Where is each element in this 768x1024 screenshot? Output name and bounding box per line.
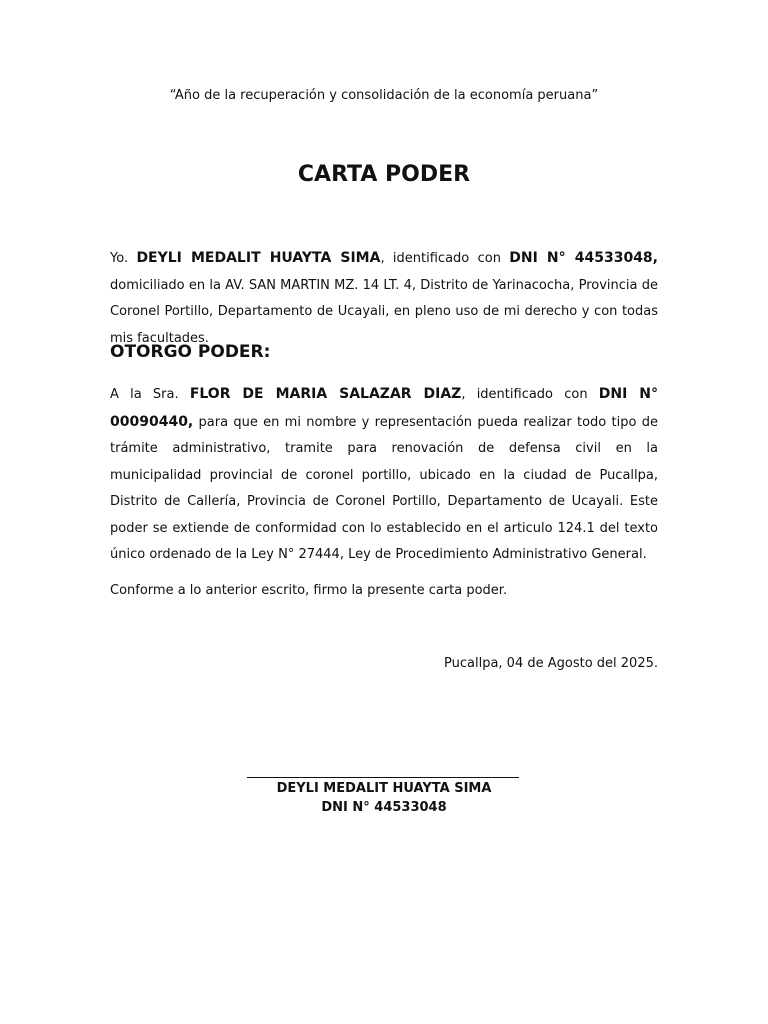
section-heading: OTORGO PODER: <box>110 342 271 362</box>
grantee-dni: DNI N° 00090440, <box>110 386 658 430</box>
grantee-intro: A la Sra. <box>110 387 190 402</box>
closing-statement: Conforme a lo anterior escrito, firmo la presente carta poder. <box>110 583 508 598</box>
grantor-name: DEYLI MEDALIT HUAYTA SIMA <box>136 250 381 266</box>
document-title: CARTA PODER <box>297 162 471 187</box>
grantor-address: domiciliado en la AV. SAN MARTIN MZ. 14 LT. 4, Distrito de Yarinacocha, Provincia de Coronel Portillo, Departamento de Ucayali, en pleno uso de mi derecho y con todas mis facultades. <box>110 277 658 346</box>
grantor-paragraph <box>110 245 658 352</box>
place-and-date: Pucallpa, 04 de Agosto del 2025. <box>444 656 658 671</box>
grantor-mid: , identificado con <box>380 251 510 266</box>
grantee-name: FLOR DE MARIA SALAZAR DIAZ <box>189 386 462 402</box>
year-motto: “Año de la recuperación y consolidación de la economía peruana” <box>169 88 599 103</box>
grantee-paragraph <box>110 381 658 569</box>
grantor-dni: DNI N° 44533048, <box>509 250 658 266</box>
grantee-mid: , identificado con <box>461 387 599 402</box>
grantee-powers: para que en mi nombre y representación pueda realizar todo tipo de trámite administrativo, tramite para renovación de defensa civil en la municipalidad provincial de coronel portillo, ubicado en la ciudad de Pucallpa, Distrito de Callería, Provincia de Coronel Portillo, Departamento de Ucayali. Este poder se extiende de conformidad con lo establecido en el articulo 124.1 del texto único ordenado de la Ley N° 27444, Ley de Procedimiento Administrativo General. <box>110 414 658 562</box>
signature-line <box>247 777 519 778</box>
signer-name: DEYLI MEDALIT HUAYTA SIMA <box>276 781 492 796</box>
grantor-intro: Yo. <box>110 251 137 266</box>
signer-dni: DNI N° 44533048 <box>321 800 447 815</box>
